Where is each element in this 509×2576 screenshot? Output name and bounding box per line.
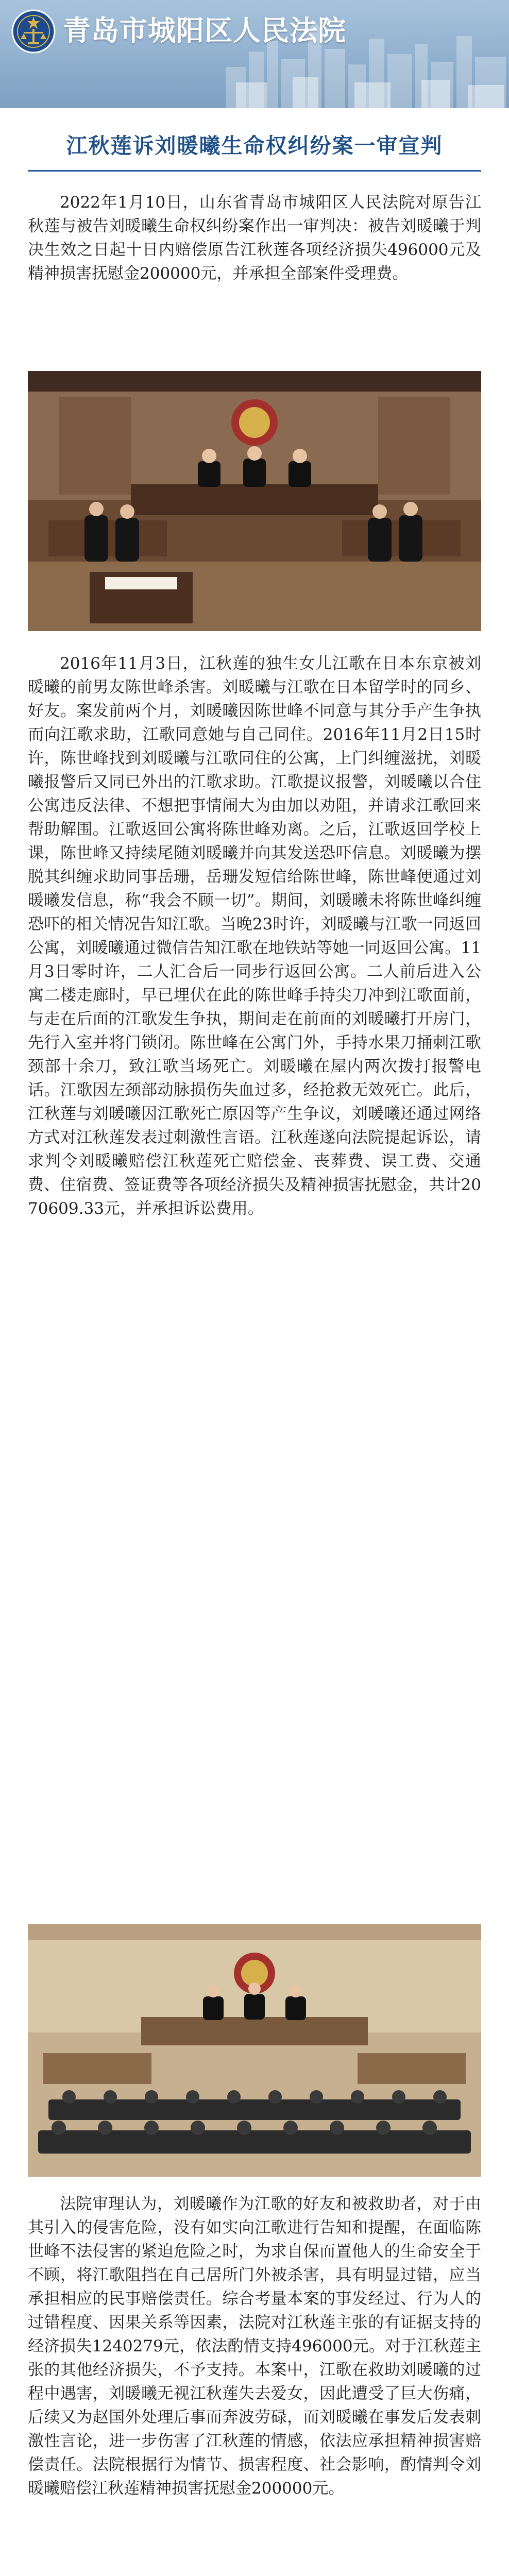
court-name: 青岛市城阳区人民法院 bbox=[63, 14, 346, 47]
article-title: 江秋莲诉刘暖曦生命权纠纷案一审宣判 bbox=[66, 133, 443, 158]
courtroom-photo-1 bbox=[28, 371, 481, 631]
courtroom-photo-2 bbox=[28, 1924, 481, 2177]
court-emblem-icon bbox=[11, 9, 56, 54]
header-banner bbox=[0, 0, 509, 108]
title-divider bbox=[28, 170, 481, 172]
paragraph-case-facts: 2016年11月3日，江秋莲的独生女儿江歌在日本东京被刘暖曦的前男友陈世峰杀害。刘暖曦与江歌在日本留学时的同乡、好友。案发前两个月，刘暖曦因陈世峰不同意与其分手产生争执而向江歌求助，江歌同意她与自己同住。2016年11月2日15时许，陈世峰找到刘暖曦与江歌同住的公寓，上门纠缠滋扰，刘暖曦报警后又同已外出的江歌求助。江歌提议报警，刘暖曦以合住公寓违反法律、不想把事情闹大为由加以劝阻，并请求江歌回来帮助解围。江歌返回公寓将陈世峰劝离。之后，江歌返回学校上课，陈世峰又持续尾随刘暖曦并向其发送恐吓信息。刘暖曦为摆脱其纠缠求助同事岳珊，岳珊发短信给陈世峰，陈世峰便通过刘暖曦发信息，称“我会不顾一切”。期间，刘暖曦未将陈世峰纠缠恐吓的相关情况告知江歌。当晚23时许，刘暖曦与江歌一同返回公寓，刘暖曦通过微信告知江歌在地铁站等她一同返回公寓。11月3日零时许，二人汇合后一同步行返回公寓。二人前后进入公寓二楼走廊时，早已埋伏在此的陈世峰手持尖刀冲到江歌面前，与走在后面的江歌发生争执，期间走在前面的刘暖曦打开房门，先行入室并将门锁闭。陈世峰在公寓门外，手持水果刀捅刺江歌颈部十余刀，致江歌当场死亡。刘暖曦在屋内两次拨打报警电话。江歌因左颈部动脉损伤失血过多，经抢救无效死亡。此后，江秋莲与刘暖曦因江歌死亡原因等产生争议，刘暖曦还通过网络方式对江秋莲发表过刺激性言语。江秋莲遂向法院提起诉讼，请求判令刘暖曦赔偿江秋莲死亡赔偿金、丧葬费、误工费、交通费、住宿费、签证费等各项经济损失及精神损害抚慰金，共计2070609.33元，并承担诉讼费用。 bbox=[28, 654, 481, 1218]
paragraph-court-findings: 法院审理认为，刘暖曦作为江歌的好友和被救助者，对于由其引入的侵害危险，没有如实向江歌进行告知和提醒，在面临陈世峰不法侵害的紧迫危险之时，为求自保而置他人的生命安全于不顾，将江歌阻挡在自己居所门外被杀害，具有明显过错，应当承担相应的民事赔偿责任。综合考量本案的事发经过、行为人的过错程度、因果关系等因素，法院对江秋莲主张的有证据支持的经济损失1240279元，依法酌情支持496000元。对于江秋莲主张的其他经济损失，不予支持。本案中，江歌在救助刘暖曦的过程中遇害，刘暖曦无视江秋莲失去爱女，因此遭受了巨大伤痛，后续又为赵国外处理后事而奔波劳碌，而刘暖曦在事发后发表刺激性言论，进一步伤害了江秋莲的情感，依法应承担精神损害赔偿责任。法院根据行为情节、损害程度、社会影响，酌情判令刘暖曦赔偿江秋莲精神损害抚慰金200000元。 bbox=[28, 2195, 481, 2498]
paragraph-judgment-summary: 2022年1月10日，山东省青岛市城阳区人民法院对原告江秋莲与被告刘暖曦生命权纠纷案作出一审判决：被告刘暖曦于判决生效之日起十日内赔偿原告江秋莲各项经济损失496000元及精神损害抚慰金200000元，并承担全部案件受理费。 bbox=[28, 193, 481, 283]
article-title-wrap bbox=[0, 129, 509, 159]
